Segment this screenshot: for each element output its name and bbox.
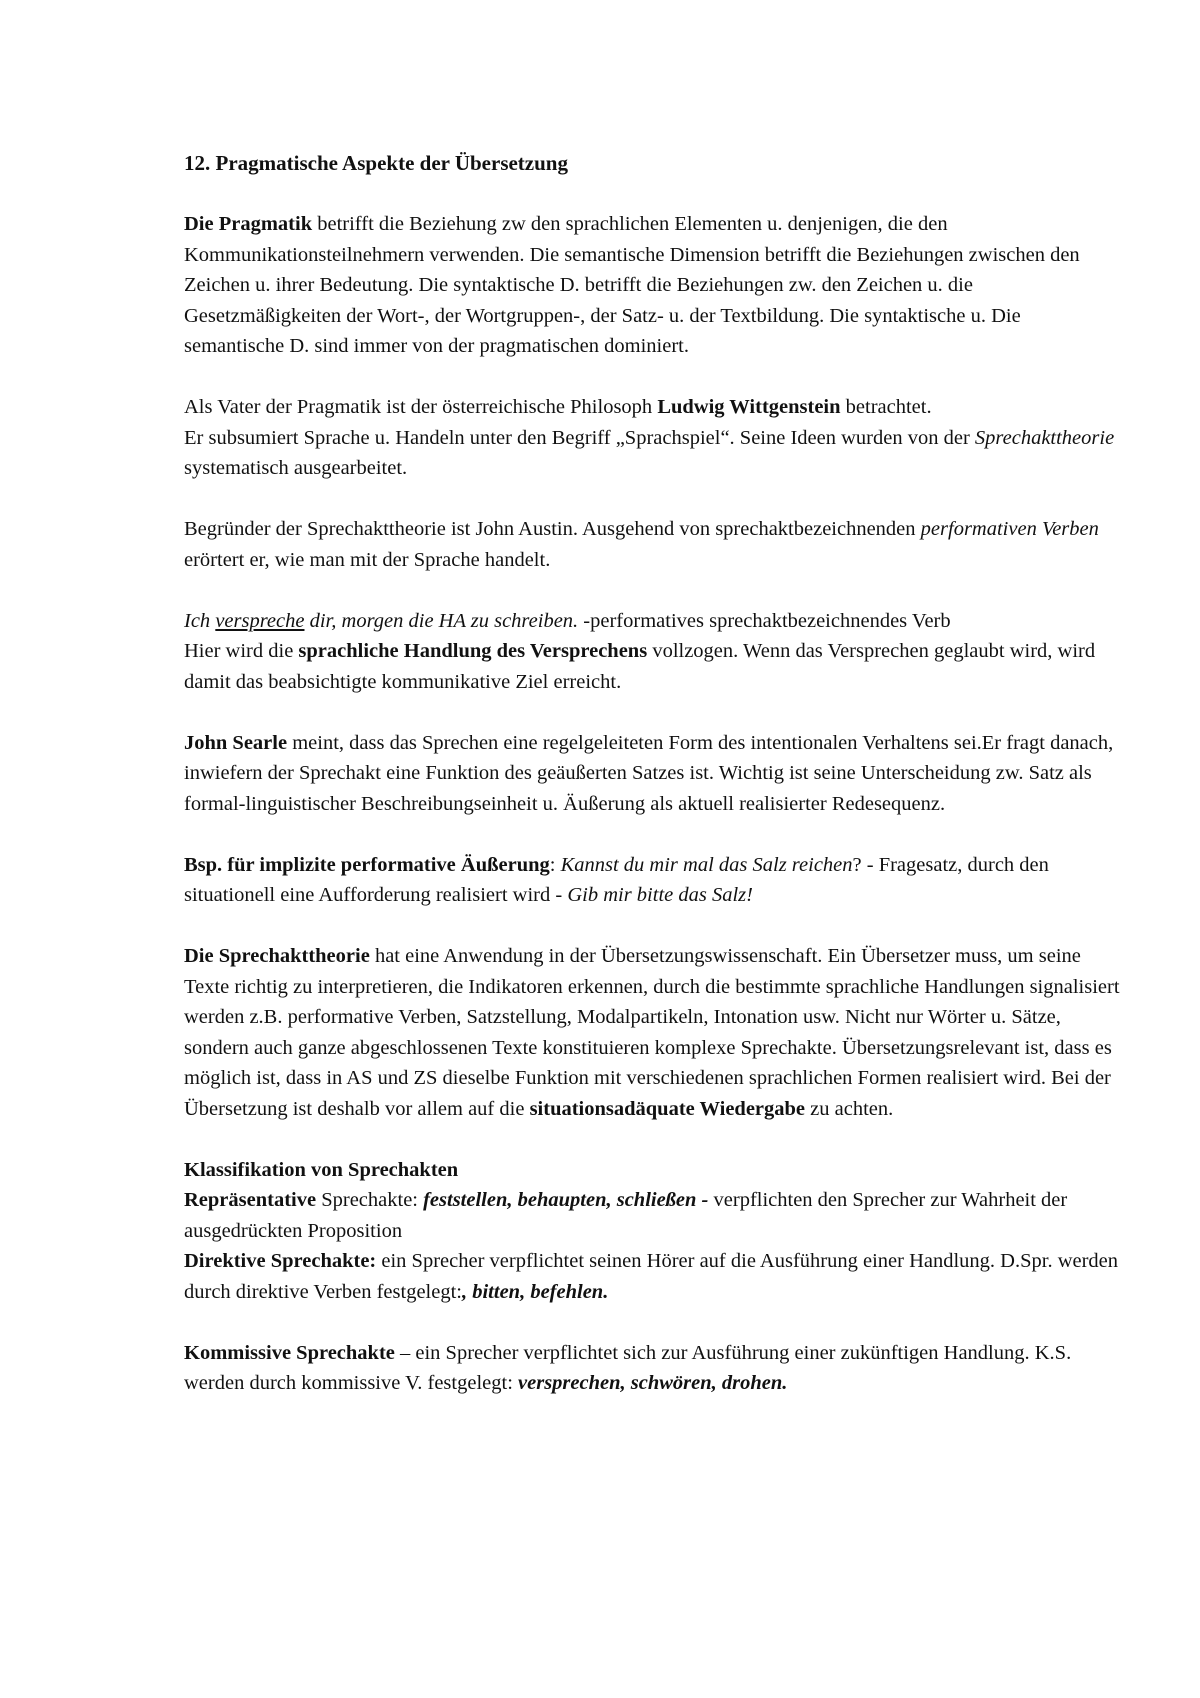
term-kommissive: Kommissive Sprechakte — [184, 1341, 395, 1364]
example-text: Ich — [184, 609, 216, 632]
paragraph-text: zu achten. — [805, 1097, 894, 1120]
example-verb: verspreche — [215, 609, 305, 632]
example-question: Kannst du mir mal das Salz reichen — [560, 853, 853, 876]
name-searle: John Searle — [184, 731, 288, 754]
section-heading: Klassifikation von Sprechakten — [184, 1158, 459, 1181]
paragraph-beispiel-versprechen — [184, 606, 1124, 698]
paragraph-austin — [184, 514, 1124, 575]
page-title: 12. Pragmatische Aspekte der Übersetzung — [184, 151, 568, 175]
paragraph-text: Als Vater der Pragmatik ist der österreichische Philosoph — [184, 396, 658, 418]
paragraph-text: erörtert er, wie man mit der Sprache handelt. — [184, 548, 551, 571]
paragraph-text: vollzogen. Wenn das Versprechen geglaubt wird, wird damit das beabsichtigte kommunikative Ziel erreicht. — [184, 640, 1096, 693]
verbs-text: feststellen, behaupten, schließen - — [423, 1189, 709, 1211]
paragraph-text: – ein Sprecher verpflichtet sich zur Ausführung einer zukünftigen Handlung. K.S. werden durch kommissive V. festgelegt: — [184, 1341, 1072, 1394]
paragraph-text: hat eine Anwendung in der Übersetzungswissenschaft. Ein Übersetzer muss, um seine Texte richtig zu interpretieren, die Indikatoren erkennen, durch die bestimmte sprachliche Handlungen signalisiert werden z.B. performative Verben, Satzstellung, Modalpartikeln, Intonation usw. Nicht nur Wörter u. Sätze, sondern auch ganze abgeschlossenen Texte konstituieren komplexe Sprechakte. Übersetzungsrelevant ist, dass es möglich ist, dass in AS und ZS dieselbe Funktion mit verschiedenen sprachlichen Formen realisiert wird. Bei der Übersetzung ist deshalb vor allem auf die — [184, 945, 1120, 1120]
term-direktive: Direktive Sprechakte: — [184, 1250, 377, 1272]
section-klassifikation — [184, 1155, 1124, 1308]
paragraph-text: systematisch ausgearbeitet. — [184, 457, 408, 479]
term-sprachliche-handlung: sprachliche Handlung des Versprechens — [298, 640, 648, 662]
paragraph-text: ein Sprecher verpflichtet seinen Hörer auf die Ausführung einer Handlung. D.Spr. werden durch direktive Verben festgelegt: — [184, 1250, 1119, 1303]
paragraph-pragmatik — [184, 209, 1124, 362]
paragraph-text: meint, dass das Sprechen eine regelgeleiteten Form des intentionalen Verhaltens sei.Er fragt danach, inwiefern der Sprechakt eine Funktion des geäußerten Satzes ist. Wichtig ist seine Unterscheidung zw. Satz als formal-linguistischer Beschreibungseinheit u. Äußerung als aktuell realisierter Redesequenz. — [184, 731, 1114, 815]
paragraph-searle — [184, 728, 1124, 820]
term-performative-verben: performativen Verben — [920, 518, 1099, 540]
verbs-repraesentativ — [423, 1189, 708, 1211]
term-sprechakttheorie: Sprechakttheorie — [974, 426, 1115, 449]
example-text: dir, morgen die HA zu schreiben. — [304, 609, 579, 632]
paragraph-text: ? - Fragesatz, durch den situationell eine Aufforderung realisiert wird - — [184, 853, 1049, 906]
paragraph-text: betrachtet. — [840, 396, 932, 418]
paragraph-text: Hier wird die — [184, 640, 299, 662]
verbs-text: versprechen, schwören, drohen. — [518, 1372, 788, 1394]
name-wittgenstein: Ludwig Wittgenstein — [657, 396, 841, 418]
paragraph-text: : — [549, 853, 561, 876]
paragraph-text: betrifft die Beziehung zw den sprachlichen Elementen u. denjenigen, die den Kommunikationsteilnehmern verwenden. Die semantische Dimension betrifft die Beziehungen zwischen den Zeichen u. ihrer Bedeutung. Die syntaktische D. betrifft die Beziehungen zw. den Zeichen u. die Gesetzmäßigkeiten der Wort-, der Wortgruppen-, der Satz- u. der Textbildung. Die syntaktische u. Die semantische D. sind immer von der pragmatischen dominiert. — [184, 213, 1080, 357]
paragraph-text: Er subsumiert Sprache u. Handeln unter den Begriff „Sprachspiel“. Seine Ideen wurden von der — [184, 426, 975, 449]
verbs-direktiv — [462, 1281, 608, 1303]
term-repraesentative: Repräsentative — [184, 1189, 317, 1211]
paragraph-wittgenstein — [184, 392, 1124, 484]
document-body — [184, 148, 1124, 1399]
paragraph-implizit — [184, 850, 1124, 911]
paragraph-text: verpflichten den Sprecher zur Wahrheit der ausgedrückten Proposition — [184, 1189, 1068, 1242]
paragraph-uebersetzung — [184, 941, 1124, 1124]
term-situationsadaequat: situationsadäquate Wiedergabe — [529, 1097, 806, 1120]
term-implizite-aeusserung: Bsp. für implizite performative Äußerung — [184, 853, 550, 876]
example-sentence — [184, 610, 578, 632]
paragraph-text: -performatives sprechaktbezeichnendes Verb — [578, 609, 951, 632]
example-imperative: Gib mir bitte das Salz! — [567, 884, 753, 906]
paragraph-text: Begründer der Sprechakttheorie ist John Austin. Ausgehend von sprechaktbezeichnenden — [184, 518, 921, 540]
term-sprechakttheorie-bold: Die Sprechakttheorie — [184, 945, 370, 967]
verbs-kommissiv — [518, 1372, 787, 1394]
paragraph-kommissive — [184, 1338, 1124, 1399]
paragraph-text: Sprechakte: — [316, 1189, 424, 1211]
term-pragmatik: Die Pragmatik — [184, 213, 313, 235]
verbs-text: , bitten, befehlen. — [461, 1280, 609, 1303]
